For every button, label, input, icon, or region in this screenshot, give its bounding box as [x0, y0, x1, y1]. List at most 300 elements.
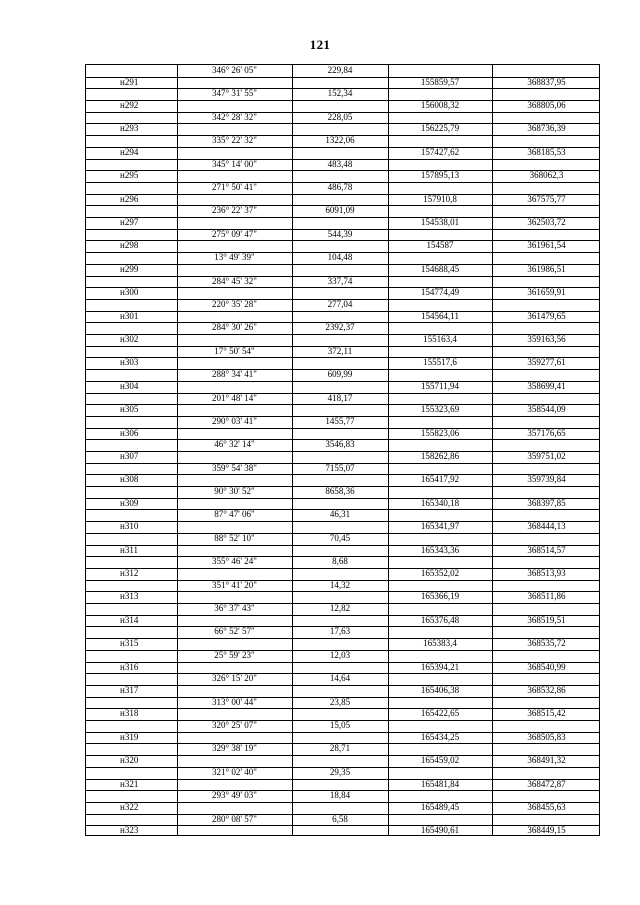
row-divider: [86, 147, 599, 148]
distance-value-cell: [292, 194, 388, 206]
table-row: [86, 439, 599, 451]
table-row: [86, 802, 599, 814]
y-coordinate-cell: [492, 603, 601, 615]
row-divider: [86, 603, 599, 604]
x-coordinate-cell: [388, 88, 492, 100]
row-divider: [86, 521, 599, 522]
y-coordinate-cell: 361986,51: [527, 263, 566, 274]
y-coordinate-cell: [492, 65, 601, 77]
y-coordinate-cell: 359739,84: [527, 474, 566, 485]
row-divider: [86, 509, 599, 510]
distance-value-cell: [292, 381, 388, 393]
x-coordinate-cell: 155711,94: [421, 380, 459, 391]
distance-value-cell: 14,32: [329, 579, 351, 590]
distance-value-cell: 486,78: [327, 181, 353, 192]
y-coordinate-cell: 368062,3: [529, 170, 564, 181]
point-number-cell: [86, 182, 177, 194]
y-coordinate-cell: 368449,15: [527, 825, 566, 836]
distance-value-cell: [292, 638, 388, 650]
x-coordinate-cell: [388, 463, 492, 475]
bearing-angle-cell: [177, 264, 292, 276]
row-divider: [86, 276, 599, 277]
distance-value-cell: [292, 662, 388, 674]
row-divider: [86, 404, 599, 405]
point-number-cell: [86, 346, 177, 358]
table-row: [86, 369, 599, 381]
point-number-cell: [86, 393, 177, 405]
point-number-cell: [86, 112, 177, 124]
table-row: [86, 100, 599, 112]
bearing-angle-cell: [177, 77, 292, 89]
x-coordinate-cell: 165383,4: [423, 638, 457, 649]
point-number-cell: н307: [120, 451, 139, 461]
bearing-angle-cell: [177, 100, 292, 112]
table-row: [86, 732, 599, 744]
x-coordinate-cell: [388, 252, 492, 264]
point-number-cell: н313: [120, 591, 139, 602]
x-coordinate-cell: 156225,79: [420, 123, 460, 134]
x-coordinate-cell: 157427,62: [420, 146, 460, 157]
row-divider: [86, 498, 599, 499]
distance-value-cell: 29,35: [329, 766, 351, 777]
x-coordinate-cell: [388, 322, 492, 334]
table-row: [86, 591, 599, 603]
bearing-angle-cell: [177, 615, 292, 627]
table-row: [86, 357, 599, 369]
distance-value-cell: 228,05: [327, 111, 353, 122]
y-coordinate-cell: [492, 182, 601, 194]
x-coordinate-cell: [388, 603, 492, 615]
x-coordinate-cell: [388, 369, 492, 381]
distance-value-cell: [292, 521, 388, 533]
row-divider: [86, 732, 599, 733]
x-coordinate-cell: [388, 159, 492, 171]
point-number-cell: н323: [120, 825, 139, 836]
bearing-angle-cell: 351° 41' 20": [212, 579, 257, 590]
y-coordinate-cell: [492, 88, 601, 100]
distance-value-cell: [292, 825, 388, 837]
x-coordinate-cell: 156008,32: [420, 100, 460, 111]
y-coordinate-cell: [492, 416, 601, 428]
distance-value-cell: [292, 755, 388, 767]
row-divider: [86, 299, 599, 300]
distance-value-cell: [292, 100, 388, 112]
y-coordinate-cell: 368837,95: [527, 76, 566, 87]
y-coordinate-cell: [492, 346, 601, 358]
x-coordinate-cell: 165341,97: [420, 521, 460, 532]
bearing-angle-cell: [177, 802, 292, 814]
row-divider: [86, 708, 599, 709]
point-number-cell: н319: [120, 731, 139, 742]
row-divider: [86, 533, 599, 534]
distance-value-cell: 28,71: [329, 743, 351, 754]
table-row: [86, 170, 599, 182]
row-divider: [86, 112, 599, 113]
row-divider: [86, 662, 599, 663]
y-coordinate-cell: [492, 720, 601, 732]
x-coordinate-cell: 165417,92: [420, 474, 460, 485]
bearing-angle-cell: [177, 568, 292, 580]
y-coordinate-cell: 359163,56: [527, 334, 566, 345]
y-coordinate-cell: 368532,86: [527, 684, 566, 695]
table-row: [86, 556, 599, 568]
row-divider: [86, 159, 599, 160]
y-coordinate-cell: 368514,57: [527, 544, 566, 555]
distance-value-cell: 12,03: [329, 649, 351, 660]
distance-value-cell: 14,64: [329, 673, 351, 684]
row-divider: [86, 638, 599, 639]
bearing-angle-cell: [177, 404, 292, 416]
table-row: [86, 65, 599, 77]
x-coordinate-cell: [388, 346, 492, 358]
bearing-angle-cell: 342° 28' 32": [212, 111, 257, 122]
bearing-angle-cell: [177, 123, 292, 135]
bearing-angle-cell: [177, 311, 292, 323]
x-coordinate-cell: [388, 790, 492, 802]
table-row: [86, 650, 599, 662]
distance-value-cell: [292, 404, 388, 416]
row-divider: [86, 229, 599, 230]
point-number-cell: [86, 533, 177, 545]
distance-value-cell: 418,17: [327, 392, 353, 403]
table-row: [86, 264, 599, 276]
table-row: [86, 77, 599, 89]
point-number-cell: н312: [120, 567, 139, 578]
distance-value-cell: [292, 451, 388, 463]
table-row: [86, 416, 599, 428]
distance-value-cell: [292, 357, 388, 369]
x-coordinate-cell: [388, 416, 492, 428]
bearing-angle-cell: 326° 15' 20": [212, 673, 257, 684]
y-coordinate-cell: 368736,39: [527, 123, 566, 134]
row-divider: [86, 814, 599, 815]
point-number-cell: [86, 369, 177, 381]
row-divider: [86, 802, 599, 803]
row-divider: [86, 77, 599, 78]
distance-value-cell: [292, 428, 388, 440]
y-coordinate-cell: [492, 509, 601, 521]
y-coordinate-cell: 368513,93: [527, 567, 566, 578]
point-number-cell: [86, 767, 177, 779]
row-divider: [86, 720, 599, 721]
table-row: [86, 615, 599, 627]
bearing-angle-cell: 46° 32' 14": [214, 439, 255, 450]
x-coordinate-cell: 154564,11: [421, 310, 459, 321]
distance-value-cell: 18,84: [329, 790, 351, 801]
x-coordinate-cell: [388, 533, 492, 545]
table-row: [86, 662, 599, 674]
y-coordinate-cell: [492, 650, 601, 662]
bearing-angle-cell: [177, 428, 292, 440]
x-coordinate-cell: 158262,86: [420, 451, 460, 461]
row-divider: [86, 428, 599, 429]
bearing-angle-cell: 284° 30' 26": [212, 322, 257, 333]
row-divider: [86, 252, 599, 253]
y-coordinate-cell: [492, 322, 601, 334]
point-number-cell: н305: [120, 404, 139, 415]
bearing-angle-cell: [177, 521, 292, 533]
bearing-angle-cell: [177, 334, 292, 346]
x-coordinate-cell: [388, 626, 492, 638]
y-coordinate-cell: 368185,53: [527, 146, 566, 157]
distance-value-cell: 1455,77: [325, 415, 355, 426]
x-coordinate-cell: [388, 439, 492, 451]
distance-value-cell: 3546,83: [325, 439, 355, 450]
distance-value-cell: 8,68: [332, 556, 348, 567]
y-coordinate-cell: 368397,85: [527, 497, 566, 508]
x-coordinate-cell: [388, 509, 492, 521]
bearing-angle-cell: [177, 638, 292, 650]
table-row: [86, 720, 599, 732]
row-divider: [86, 194, 599, 195]
table-row: [86, 685, 599, 697]
y-coordinate-cell: [492, 205, 601, 217]
table-row: [86, 814, 599, 826]
x-coordinate-cell: 154774,49: [420, 287, 460, 298]
y-coordinate-cell: 368491,32: [527, 755, 566, 766]
row-divider: [86, 580, 599, 581]
table-row: [86, 428, 599, 440]
table-row: [86, 708, 599, 720]
row-divider: [86, 743, 599, 744]
x-coordinate-cell: [388, 205, 492, 217]
table-row: [86, 498, 599, 510]
bearing-angle-cell: 346° 26' 05": [212, 65, 257, 75]
row-divider: [86, 287, 599, 288]
table-row: [86, 755, 599, 767]
row-divider: [86, 346, 599, 347]
y-coordinate-cell: 358699,41: [527, 380, 566, 391]
point-number-cell: н296: [120, 193, 139, 204]
bearing-angle-cell: 271° 50' 41": [212, 181, 257, 192]
x-coordinate-cell: 154688,45: [420, 263, 460, 274]
bearing-angle-cell: [177, 217, 292, 229]
distance-value-cell: [292, 287, 388, 299]
point-number-cell: [86, 650, 177, 662]
point-number-cell: н298: [120, 240, 139, 251]
row-divider: [86, 205, 599, 206]
point-number-cell: [86, 697, 177, 709]
table-row: [86, 545, 599, 557]
y-coordinate-cell: 368535,72: [527, 638, 566, 649]
row-divider: [86, 451, 599, 452]
x-coordinate-cell: [388, 556, 492, 568]
distance-value-cell: [292, 217, 388, 229]
row-divider: [86, 217, 599, 218]
point-number-cell: н314: [120, 614, 139, 625]
x-coordinate-cell: 165434,25: [420, 731, 460, 742]
distance-value-cell: 46,31: [329, 509, 351, 520]
point-number-cell: [86, 673, 177, 685]
y-coordinate-cell: [492, 580, 601, 592]
y-coordinate-cell: [492, 463, 601, 475]
table-row: [86, 790, 599, 802]
point-number-cell: н293: [120, 123, 139, 134]
table-row: [86, 147, 599, 159]
bearing-angle-cell: [177, 451, 292, 463]
bearing-angle-cell: [177, 825, 292, 837]
table-row: [86, 205, 599, 217]
bearing-angle-cell: [177, 170, 292, 182]
x-coordinate-cell: 165481,84: [420, 778, 460, 789]
distance-value-cell: 337,74: [327, 275, 353, 286]
point-number-cell: н318: [120, 708, 139, 719]
point-number-cell: [86, 322, 177, 334]
row-divider: [86, 556, 599, 557]
bearing-angle-cell: 17° 50' 54": [214, 345, 255, 356]
bearing-angle-cell: 293° 49' 03": [212, 790, 257, 801]
y-coordinate-cell: 358544,09: [527, 404, 566, 415]
bearing-angle-cell: 345° 14' 00": [212, 158, 257, 169]
distance-value-cell: 104,48: [327, 252, 353, 263]
distance-value-cell: [292, 732, 388, 744]
row-divider: [86, 650, 599, 651]
bearing-angle-cell: [177, 708, 292, 720]
distance-value-cell: 6091,09: [325, 205, 355, 216]
x-coordinate-cell: 165343,36: [420, 544, 460, 555]
y-coordinate-cell: [492, 556, 601, 568]
y-coordinate-cell: [492, 697, 601, 709]
x-coordinate-cell: [388, 135, 492, 147]
bearing-angle-cell: [177, 240, 292, 252]
y-coordinate-cell: [492, 814, 601, 826]
distance-value-cell: 17,63: [329, 626, 351, 637]
table-row: [86, 88, 599, 100]
bearing-angle-cell: 313° 00' 44": [212, 696, 257, 707]
point-number-cell: [86, 720, 177, 732]
table-row: [86, 568, 599, 580]
row-divider: [86, 463, 599, 464]
y-coordinate-cell: [492, 229, 601, 241]
x-coordinate-cell: 165422,65: [420, 708, 460, 719]
table-row: [86, 451, 599, 463]
y-coordinate-cell: 361961,54: [527, 240, 566, 251]
x-coordinate-cell: [388, 814, 492, 826]
bearing-angle-cell: 90° 30' 52": [214, 486, 255, 497]
table-row: [86, 252, 599, 264]
point-number-cell: [86, 580, 177, 592]
table-row: [86, 580, 599, 592]
point-number-cell: [86, 556, 177, 568]
x-coordinate-cell: [388, 697, 492, 709]
row-divider: [86, 486, 599, 487]
distance-value-cell: 15,05: [329, 720, 351, 731]
table-row: [86, 697, 599, 709]
row-divider: [86, 767, 599, 768]
row-divider: [86, 439, 599, 440]
distance-value-cell: 372,11: [327, 345, 353, 356]
bearing-angle-cell: 329° 38' 19": [212, 743, 257, 754]
bearing-angle-cell: 355° 46' 24": [212, 556, 257, 567]
distance-value-cell: [292, 615, 388, 627]
distance-value-cell: 2392,37: [325, 322, 355, 333]
y-coordinate-cell: 362503,72: [527, 217, 566, 228]
row-divider: [86, 100, 599, 101]
point-number-cell: [86, 603, 177, 615]
y-coordinate-cell: 368805,06: [527, 100, 566, 111]
distance-value-cell: [292, 779, 388, 791]
table-row: [86, 767, 599, 779]
distance-value-cell: 483,48: [327, 158, 353, 169]
bearing-angle-cell: [177, 755, 292, 767]
point-number-cell: н300: [120, 287, 139, 298]
point-number-cell: [86, 416, 177, 428]
point-number-cell: н321: [120, 778, 139, 789]
distance-value-cell: [292, 147, 388, 159]
y-coordinate-cell: [492, 252, 601, 264]
distance-value-cell: 609,99: [327, 369, 353, 380]
page-number: 121: [309, 37, 331, 52]
bearing-angle-cell: [177, 779, 292, 791]
bearing-angle-cell: 321° 02' 40": [212, 766, 257, 777]
y-coordinate-cell: 368505,83: [527, 731, 566, 742]
row-divider: [86, 779, 599, 780]
bearing-angle-cell: [177, 685, 292, 697]
y-coordinate-cell: 368511,86: [527, 591, 566, 602]
table-row: [86, 112, 599, 124]
y-coordinate-cell: [492, 533, 601, 545]
bearing-angle-cell: [177, 357, 292, 369]
point-number-cell: [86, 276, 177, 288]
bearing-angle-cell: 25° 59' 23": [214, 649, 255, 660]
point-number-cell: н309: [120, 497, 139, 508]
y-coordinate-cell: 359277,61: [527, 357, 566, 368]
point-number-cell: н317: [120, 684, 139, 695]
table-row: [86, 743, 599, 755]
x-coordinate-cell: [388, 299, 492, 311]
row-divider: [86, 568, 599, 569]
distance-value-cell: 70,45: [329, 532, 351, 543]
x-coordinate-cell: 157895,13: [420, 170, 460, 181]
point-number-cell: н304: [120, 380, 139, 391]
point-number-cell: н311: [120, 544, 138, 555]
y-coordinate-cell: [492, 486, 601, 498]
point-number-cell: н322: [120, 801, 139, 812]
bearing-angle-cell: 347° 31' 55": [212, 88, 257, 99]
table-row: [86, 626, 599, 638]
bearing-angle-cell: 359° 54' 38": [212, 462, 257, 473]
bearing-angle-cell: 290° 03' 41": [212, 415, 257, 426]
distance-value-cell: 1322,06: [325, 135, 355, 146]
distance-value-cell: 12,82: [329, 603, 351, 614]
y-coordinate-cell: [492, 276, 601, 288]
table-row: [86, 603, 599, 615]
x-coordinate-cell: [388, 720, 492, 732]
coordinates-table: [85, 64, 600, 836]
distance-value-cell: [292, 311, 388, 323]
x-coordinate-cell: [388, 276, 492, 288]
y-coordinate-cell: 368472,87: [527, 778, 566, 789]
point-number-cell: н292: [120, 100, 139, 111]
x-coordinate-cell: 165376,48: [420, 614, 460, 625]
y-coordinate-cell: 368515,42: [527, 708, 566, 719]
table-row: [86, 463, 599, 475]
table-row: [86, 159, 599, 171]
distance-value-cell: 7155,07: [325, 462, 355, 473]
distance-value-cell: 23,85: [329, 696, 351, 707]
x-coordinate-cell: 165490,61: [420, 825, 460, 836]
table-row: [86, 182, 599, 194]
table-row: [86, 123, 599, 135]
x-coordinate-cell: 155163,4: [423, 334, 457, 345]
distance-value-cell: [292, 498, 388, 510]
y-coordinate-cell: [492, 299, 601, 311]
point-number-cell: н308: [120, 474, 139, 485]
point-number-cell: н302: [120, 334, 139, 345]
x-coordinate-cell: [388, 580, 492, 592]
bearing-angle-cell: 87° 47' 06": [214, 509, 255, 520]
bearing-angle-cell: 220° 35' 28": [212, 298, 257, 309]
